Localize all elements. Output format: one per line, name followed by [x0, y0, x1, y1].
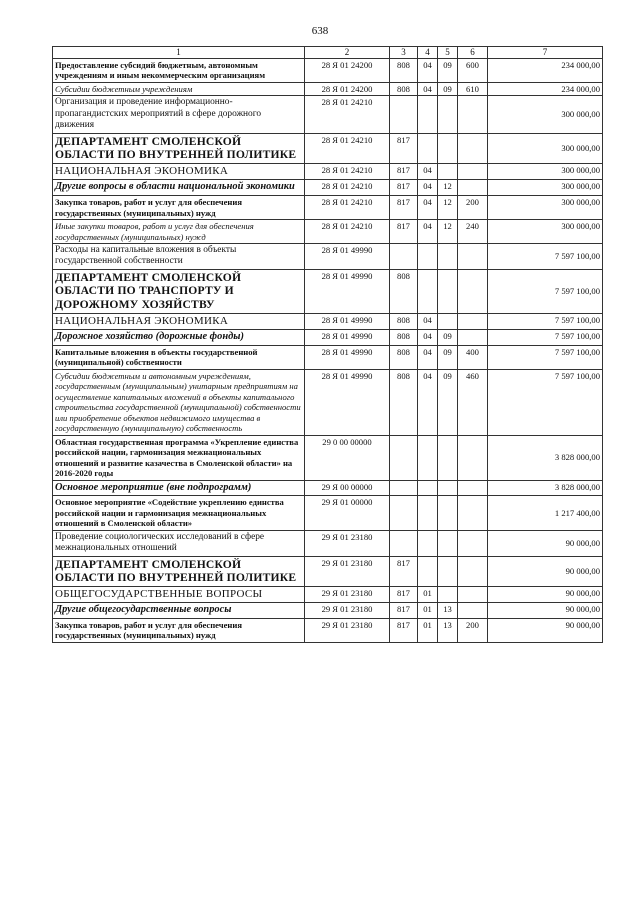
ministry-code-cell: 808 [390, 269, 418, 313]
target-code-cell: 28 Я 01 24200 [305, 58, 390, 82]
subsection-code-cell [438, 269, 458, 313]
section-code-cell [418, 243, 438, 269]
target-code-cell: 28 Я 01 24210 [305, 96, 390, 133]
target-code-cell: 29 Я 01 00000 [305, 496, 390, 530]
row-name-cell: Организация и проведение информационно-пропагандистских мероприятий в сфере дорожного движения [53, 96, 305, 133]
table-row [53, 220, 603, 244]
target-code-cell: 29 Я 01 23180 [305, 618, 390, 642]
section-code-cell: 04 [418, 163, 438, 179]
amount-cell: 7 597 100,00 [488, 269, 603, 313]
row-name-cell: ДЕПАРТАМЕНТ СМОЛЕНСКОЙ ОБЛАСТИ ПО ВНУТРЕННЕЙ ПОЛИТИКЕ [53, 556, 305, 586]
section-code-cell: 04 [418, 330, 438, 346]
target-code-cell: 28 Я 01 49990 [305, 313, 390, 329]
column-header: 5 [438, 47, 458, 59]
row-name-cell: Закупка товаров, работ и услуг для обеспечения государственных (муниципальных) нужд [53, 618, 305, 642]
target-code-cell: 28 Я 01 24210 [305, 133, 390, 163]
ministry-code-cell: 817 [390, 163, 418, 179]
ministry-code-cell: 817 [390, 133, 418, 163]
row-name-cell: Субсидии бюджетным и автономным учреждениям, государственным (муниципальным) унитарным предприятиям на осуществление капитальных вложений в объекты капитального строительства государственной (муниципальной) собственности или приобретение объектов недвижимого имущества в государственную (муниципальную) собственность [53, 369, 305, 435]
subsection-code-cell [438, 313, 458, 329]
column-header: 3 [390, 47, 418, 59]
table-row [53, 269, 603, 313]
section-code-cell: 04 [418, 180, 438, 196]
target-code-cell: 28 Я 01 49990 [305, 243, 390, 269]
expense-type-code-cell: 200 [458, 618, 488, 642]
page-number: 638 [311, 25, 329, 37]
expense-type-code-cell: 200 [458, 196, 488, 220]
target-code-cell: 28 Я 01 24210 [305, 163, 390, 179]
row-name-cell: Другие общегосударственные вопросы [53, 603, 305, 619]
row-name-cell: ОБЩЕГОСУДАРСТВЕННЫЕ ВОПРОСЫ [53, 586, 305, 602]
subsection-code-cell: 09 [438, 58, 458, 82]
column-header: 1 [53, 47, 305, 59]
subsection-code-cell: 12 [438, 196, 458, 220]
section-code-cell [418, 133, 438, 163]
ministry-code-cell [390, 243, 418, 269]
expense-type-code-cell [458, 480, 488, 496]
section-code-cell: 04 [418, 196, 438, 220]
amount-cell: 90 000,00 [488, 618, 603, 642]
table-row [53, 618, 603, 642]
subsection-code-cell: 12 [438, 180, 458, 196]
section-code-cell: 04 [418, 345, 438, 369]
subsection-code-cell [438, 496, 458, 530]
row-name-cell: НАЦИОНАЛЬНАЯ ЭКОНОМИКА [53, 313, 305, 329]
section-code-cell: 04 [418, 220, 438, 244]
expense-type-code-cell [458, 435, 488, 480]
amount-cell: 7 597 100,00 [488, 313, 603, 329]
amount-cell: 300 000,00 [488, 220, 603, 244]
subsection-code-cell [438, 96, 458, 133]
table-row [53, 586, 603, 602]
row-name-cell: Областная государственная программа «Укрепление единства российской нации, гармонизация межнациональных отношений и развитие казачества в Смоленской области» на 2016-2020 годы [53, 435, 305, 480]
table-row [53, 603, 603, 619]
table-row [53, 96, 603, 133]
row-name-cell: Расходы на капитальные вложения в объекты государственной собственности [53, 243, 305, 269]
target-code-cell: 28 Я 01 24200 [305, 82, 390, 95]
row-name-cell: Закупка товаров, работ и услуг для обеспечения государственных (муниципальных) нужд [53, 196, 305, 220]
target-code-cell: 29 Я 01 23180 [305, 556, 390, 586]
ministry-code-cell [390, 530, 418, 556]
expense-type-code-cell [458, 163, 488, 179]
subsection-code-cell: 12 [438, 220, 458, 244]
amount-cell: 300 000,00 [488, 133, 603, 163]
table-row [53, 243, 603, 269]
amount-cell: 90 000,00 [488, 530, 603, 556]
ministry-code-cell: 817 [390, 618, 418, 642]
target-code-cell: 29 Я 01 23180 [305, 586, 390, 602]
row-name-cell: Проведение социологических исследований в сфере межнациональных отношений [53, 530, 305, 556]
section-code-cell [418, 435, 438, 480]
ministry-code-cell: 808 [390, 58, 418, 82]
subsection-code-cell: 09 [438, 345, 458, 369]
target-code-cell: 29 Я 01 23180 [305, 530, 390, 556]
table-row [53, 82, 603, 95]
expense-type-code-cell [458, 269, 488, 313]
expense-type-code-cell [458, 603, 488, 619]
subsection-code-cell [438, 435, 458, 480]
row-name-cell: Дорожное хозяйство (дорожные фонды) [53, 330, 305, 346]
subsection-code-cell [438, 556, 458, 586]
amount-cell: 90 000,00 [488, 603, 603, 619]
section-code-cell: 01 [418, 618, 438, 642]
target-code-cell: 28 Я 01 49990 [305, 330, 390, 346]
expense-type-code-cell [458, 556, 488, 586]
expense-type-code-cell [458, 133, 488, 163]
target-code-cell: 28 Я 01 49990 [305, 345, 390, 369]
ministry-code-cell: 817 [390, 586, 418, 602]
amount-cell: 1 217 400,00 [488, 496, 603, 530]
section-code-cell: 04 [418, 313, 438, 329]
section-code-cell [418, 269, 438, 313]
ministry-code-cell: 817 [390, 556, 418, 586]
amount-cell: 300 000,00 [488, 96, 603, 133]
subsection-code-cell: 13 [438, 603, 458, 619]
section-code-cell: 01 [418, 586, 438, 602]
subsection-code-cell [438, 163, 458, 179]
table-row [53, 196, 603, 220]
expense-type-code-cell [458, 330, 488, 346]
subsection-code-cell: 09 [438, 82, 458, 95]
section-code-cell: 04 [418, 58, 438, 82]
row-name-cell: ДЕПАРТАМЕНТ СМОЛЕНСКОЙ ОБЛАСТИ ПО ТРАНСПОРТУ И ДОРОЖНОМУ ХОЗЯЙСТВУ [53, 269, 305, 313]
section-code-cell [418, 556, 438, 586]
row-name-cell: Основное мероприятие (вне подпрограмм) [53, 480, 305, 496]
target-code-cell: 29 Я 01 23180 [305, 603, 390, 619]
subsection-code-cell: 09 [438, 330, 458, 346]
target-code-cell: 28 Я 01 24210 [305, 220, 390, 244]
section-code-cell: 04 [418, 369, 438, 435]
amount-cell: 90 000,00 [488, 586, 603, 602]
column-header: 6 [458, 47, 488, 59]
expense-type-code-cell [458, 586, 488, 602]
amount-cell: 7 597 100,00 [488, 369, 603, 435]
expense-type-code-cell [458, 496, 488, 530]
target-code-cell: 28 Я 01 49990 [305, 369, 390, 435]
target-code-cell: 28 Я 01 24210 [305, 196, 390, 220]
table-row [53, 369, 603, 435]
section-code-cell [418, 530, 438, 556]
section-code-cell [418, 96, 438, 133]
column-header: 2 [305, 47, 390, 59]
ministry-code-cell: 817 [390, 180, 418, 196]
ministry-code-cell: 808 [390, 330, 418, 346]
row-name-cell: Предоставление субсидий бюджетным, автономным учреждениям и иным некоммерческим организациям [53, 58, 305, 82]
ministry-code-cell: 808 [390, 82, 418, 95]
ministry-code-cell [390, 435, 418, 480]
table-row [53, 133, 603, 163]
ministry-code-cell: 817 [390, 220, 418, 244]
subsection-code-cell [438, 586, 458, 602]
table-row [53, 330, 603, 346]
target-code-cell: 28 Я 01 24210 [305, 180, 390, 196]
subsection-code-cell [438, 480, 458, 496]
subsection-code-cell: 09 [438, 369, 458, 435]
row-name-cell: ДЕПАРТАМЕНТ СМОЛЕНСКОЙ ОБЛАСТИ ПО ВНУТРЕННЕЙ ПОЛИТИКЕ [53, 133, 305, 163]
table-header-row [53, 47, 603, 59]
subsection-code-cell [438, 133, 458, 163]
amount-cell: 7 597 100,00 [488, 330, 603, 346]
amount-cell: 234 000,00 [488, 82, 603, 95]
amount-cell: 3 828 000,00 [488, 480, 603, 496]
amount-cell: 234 000,00 [488, 58, 603, 82]
expense-type-code-cell: 240 [458, 220, 488, 244]
table-row [53, 58, 603, 82]
expense-type-code-cell [458, 243, 488, 269]
table-row [53, 530, 603, 556]
table-row [53, 163, 603, 179]
expense-type-code-cell [458, 530, 488, 556]
row-name-cell: Другие вопросы в области национальной экономики [53, 180, 305, 196]
expense-type-code-cell: 610 [458, 82, 488, 95]
expense-type-code-cell: 600 [458, 58, 488, 82]
ministry-code-cell: 808 [390, 369, 418, 435]
ministry-code-cell: 808 [390, 345, 418, 369]
table-row [53, 496, 603, 530]
expense-type-code-cell [458, 180, 488, 196]
target-code-cell: 28 Я 01 49990 [305, 269, 390, 313]
target-code-cell: 29 Я 00 00000 [305, 480, 390, 496]
ministry-code-cell: 808 [390, 313, 418, 329]
subsection-code-cell: 13 [438, 618, 458, 642]
amount-cell: 300 000,00 [488, 163, 603, 179]
section-code-cell: 04 [418, 82, 438, 95]
amount-cell: 90 000,00 [488, 556, 603, 586]
ministry-code-cell [390, 496, 418, 530]
amount-cell: 7 597 100,00 [488, 345, 603, 369]
table-row [53, 345, 603, 369]
section-code-cell: 01 [418, 603, 438, 619]
expense-type-code-cell: 400 [458, 345, 488, 369]
column-header: 4 [418, 47, 438, 59]
table-row [53, 313, 603, 329]
table-row [53, 556, 603, 586]
ministry-code-cell [390, 96, 418, 133]
section-code-cell [418, 496, 438, 530]
expense-type-code-cell: 460 [458, 369, 488, 435]
ministry-code-cell: 817 [390, 196, 418, 220]
expense-type-code-cell [458, 313, 488, 329]
section-code-cell [418, 480, 438, 496]
table-row [53, 435, 603, 480]
amount-cell: 7 597 100,00 [488, 243, 603, 269]
table-row [53, 480, 603, 496]
subsection-code-cell [438, 243, 458, 269]
expense-type-code-cell [458, 96, 488, 133]
amount-cell: 3 828 000,00 [488, 435, 603, 480]
amount-cell: 300 000,00 [488, 196, 603, 220]
column-header: 7 [488, 47, 603, 59]
row-name-cell: НАЦИОНАЛЬНАЯ ЭКОНОМИКА [53, 163, 305, 179]
budget-table [52, 46, 603, 643]
row-name-cell: Субсидии бюджетным учреждениям [53, 82, 305, 95]
amount-cell: 300 000,00 [488, 180, 603, 196]
target-code-cell: 29 0 00 00000 [305, 435, 390, 480]
row-name-cell: Основное мероприятие «Содействие укреплению единства российской нации и гармонизация межнациональных отношений в Смоленской области» [53, 496, 305, 530]
row-name-cell: Иные закупки товаров, работ и услуг для обеспечения государственных (муниципальных) нужд [53, 220, 305, 244]
ministry-code-cell: 817 [390, 603, 418, 619]
table-row [53, 180, 603, 196]
subsection-code-cell [438, 530, 458, 556]
ministry-code-cell [390, 480, 418, 496]
row-name-cell: Капитальные вложения в объекты государственной (муниципальной) собственности [53, 345, 305, 369]
